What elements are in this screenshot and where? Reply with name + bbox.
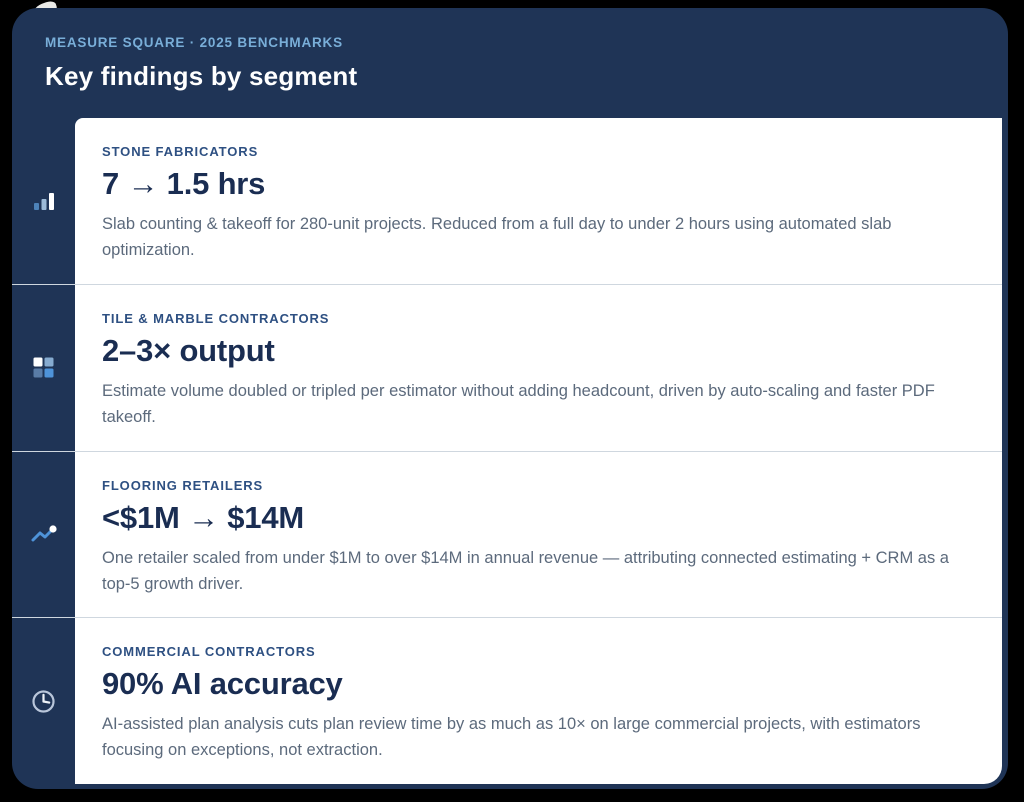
segment-label: FLOORING RETAILERS [102, 477, 264, 493]
segment-row-tile-marble-contractors [12, 284, 1002, 451]
bar-chart-icon [32, 189, 56, 213]
segment-metric: <$1M → $14M [102, 499, 304, 535]
segment-icon-rail [12, 618, 75, 784]
segment-metric: 90% AI accuracy [102, 666, 343, 702]
segment-metric: 2–3× output [102, 332, 275, 368]
segment-label: TILE & MARBLE CONTRACTORS [102, 310, 330, 326]
grid-icon [32, 356, 55, 379]
card-header [12, 8, 1008, 92]
segment-list [12, 118, 1002, 784]
segment-description: Estimate volume doubled or tripled per estimator without adding headcount, driven by auto-scaling and faster PDF takeoff. [102, 381, 935, 426]
segment-label: STONE FABRICATORS [102, 144, 259, 159]
segment-description: Slab counting & takeoff for 280-unit projects. Reduced from a full day to under 2 hours using automated slab optimization. [102, 215, 892, 260]
segment-description: AI-assisted plan analysis cuts plan review time by as much as 10× on large commercial projects, with estimators focusing on exceptions, not extraction. [102, 715, 921, 760]
segment-icon-rail [12, 118, 75, 284]
segment-icon-rail [12, 452, 75, 618]
benchmarks-card [12, 8, 1008, 789]
clock-icon [30, 688, 57, 715]
segment-row-flooring-retailers [12, 451, 1002, 618]
segment-description: One retailer scaled from under $1M to over $14M in annual revenue — attributing connected estimating + CRM as a top-5 growth driver. [102, 548, 949, 593]
trend-up-icon [30, 521, 57, 548]
segment-row-stone-fabricators [12, 118, 1002, 284]
eyebrow-label: MEASURE SQUARE · 2025 BENCHMARKS [45, 35, 343, 50]
segment-content [75, 618, 1002, 784]
segment-label: COMMERCIAL CONTRACTORS [102, 644, 316, 660]
segment-row-commercial-contractors [12, 617, 1002, 784]
segment-content [75, 118, 1002, 284]
segment-content [75, 285, 1002, 451]
segment-metric: 7 → 1.5 hrs [102, 166, 266, 201]
segment-icon-rail [12, 285, 75, 451]
segment-content [75, 452, 1002, 618]
page-title: Key findings by segment [45, 61, 358, 91]
